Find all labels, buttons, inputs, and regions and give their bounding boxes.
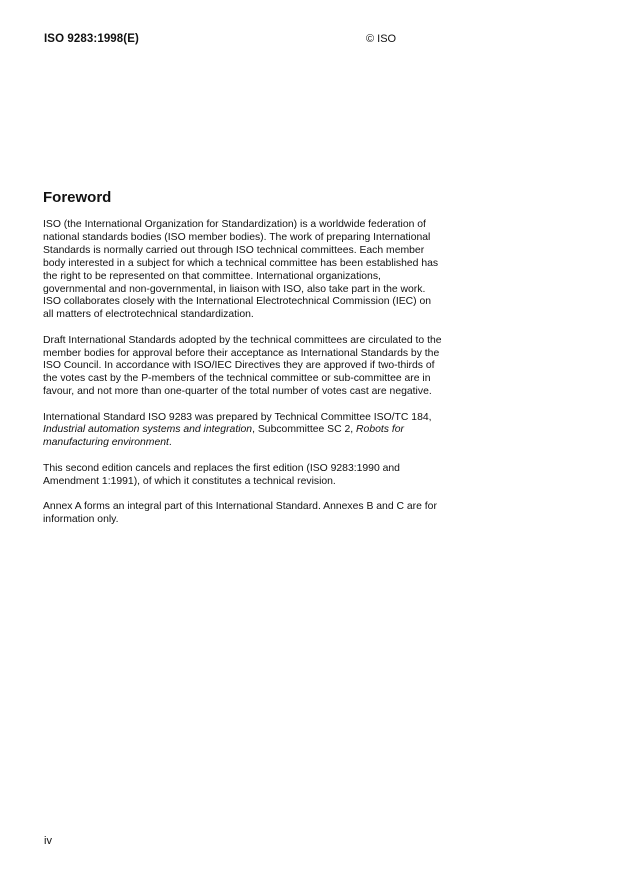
subcommittee-title-italic: Robots for xyxy=(356,424,404,436)
text-line: national standards bodies (ISO member bodies). The work of preparing International xyxy=(43,231,431,243)
text-line: member bodies for approval before their acceptance as International Standards by the xyxy=(43,347,440,359)
text-line: This second edition cancels and replaces the first edition (ISO 9283:1990 and xyxy=(43,462,400,474)
text-line: the votes cast by the P-members of the technical committee or sub-committee are in xyxy=(43,373,431,385)
text-line: Amendment 1:1991), of which it constitutes a technical revision. xyxy=(43,475,336,487)
text-line: governmental and non-governmental, in liaison with ISO, also take part in the work. xyxy=(43,283,426,295)
text-line xyxy=(43,437,471,450)
text-line xyxy=(43,424,471,437)
text-line: Draft International Standards adopted by the technical committees are circulated to the xyxy=(43,334,442,346)
page-number: iv xyxy=(44,835,52,847)
subcommittee-text: , Subcommittee SC 2, xyxy=(252,424,357,436)
section-title: Foreword xyxy=(43,189,112,206)
sentence-end: . xyxy=(168,437,172,449)
subcommittee-title-italic-cont: manufacturing environment xyxy=(43,437,169,449)
copyright-notice: © ISO xyxy=(366,33,397,45)
paragraph-iso-intro xyxy=(43,219,471,322)
text-line: information only. xyxy=(43,513,119,525)
text-line: International Standard ISO 9283 was prepared by Technical Committee ISO/TC 184, xyxy=(43,411,432,423)
text-line: ISO collaborates closely with the International Electrotechnical Commission (IEC) on xyxy=(43,296,432,308)
paragraph-draft-standards xyxy=(43,335,471,400)
text-line: ISO Council. In accordance with ISO/IEC Directives they are approved if two-thirds of xyxy=(43,360,435,372)
text-line: Annex A forms an integral part of this International Standard. Annexes B and C are for xyxy=(43,500,437,512)
text-line: Standards is normally carried out through ISO technical committees. Each member xyxy=(43,244,425,256)
document-id: ISO 9283:1998(E) xyxy=(44,33,139,45)
paragraph-edition xyxy=(43,463,471,489)
text-line: all matters of electrotechnical standardization. xyxy=(43,309,254,321)
committee-subject-italic: Industrial automation systems and integration xyxy=(43,424,253,436)
text-line: the right to be represented on that committee. International organizations, xyxy=(43,270,381,282)
foreword-body xyxy=(43,219,471,539)
paragraph-prepared-by xyxy=(43,412,471,451)
text-line: favour, and not more than one-quarter of the total number of votes cast are negative. xyxy=(43,386,432,398)
text-line: ISO (the International Organization for Standardization) is a worldwide federation of xyxy=(43,219,426,230)
text-line: body interested in a subject for which a technical committee has been established has xyxy=(43,257,439,269)
paragraph-annexes xyxy=(43,501,471,527)
